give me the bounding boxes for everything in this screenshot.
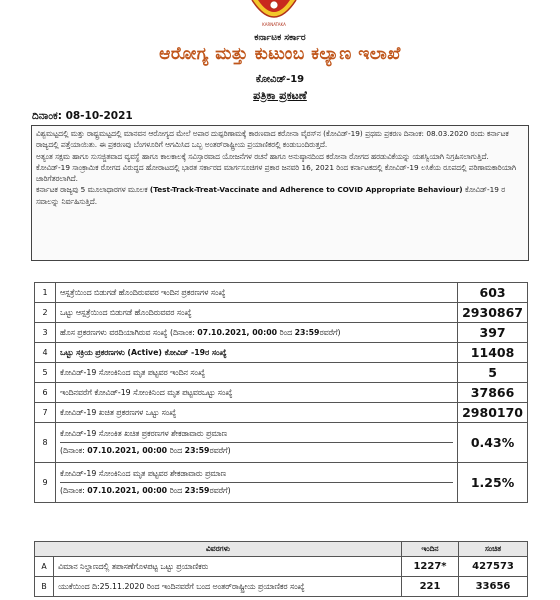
stat-description: ಕೋವಿಡ್-19 ಸೋಂಕಿನಿಂದ ಮೃತ ಪಟ್ಟವರ ಇಂದಿನ ಸಂಖ್ಯೆ xyxy=(56,363,458,383)
header-today: ಇಂದಿನ xyxy=(402,542,459,557)
stat-description: ಕೋವಿಡ್-19 ಸೋಂಕಿನಿಂದ ಮೃತ ಪಟ್ಟವರ ಶೇಕಡಾವಾರು ಪ್ರಮಾಣ (ದಿನಾಂಕ: 07.10.2021, 00:00 ರಿಂದ 23:59ರವರೆಗೆ) xyxy=(56,463,458,503)
table-row: A ವಿಮಾನ ನಿಲ್ದಾಣದಲ್ಲಿ ತಪಾಸಣೆಗೊಳಪಟ್ಟ ಒಟ್ಟು ಪ್ರಯಾಣಿಕರು 1227* 427573 xyxy=(35,557,528,577)
department-title: ಆರೋಗ್ಯ ಮತ್ತು ಕುಟುಂಬ ಕಲ್ಯಾಣ ಇಲಾಖೆ xyxy=(159,44,401,64)
stat-value: 11408 xyxy=(458,343,528,363)
header-cumulative: ಸಂಚಿತ xyxy=(459,542,528,557)
stat-description: ಒಟ್ಟು ಸಕ್ರಿಯ ಪ್ರಕರಣಗಳು (Active) ಕೋವಿಡ್ -19ರ ಸಂಖ್ಯೆ xyxy=(56,343,458,363)
travel-screening-table xyxy=(34,541,528,597)
emblem-text: KARNATAKA xyxy=(262,22,286,27)
table-row: 2 ಒಟ್ಟು ಆಸ್ಪತ್ರೆಯಿಂದ ಬಿಡುಗಡೆ ಹೊಂದಿರುವವರ ಸಂಖ್ಯೆ 2930867 xyxy=(35,303,528,323)
covid-heading: ಕೋವಿಡ್-19 xyxy=(255,74,305,85)
government-name: ಕರ್ನಾಟಕ ಸರ್ಕಾರ xyxy=(254,33,306,43)
stat-value: 2980170 xyxy=(458,403,528,423)
karnataka-emblem xyxy=(244,0,304,30)
intro-paragraph-2: ಅತ್ಯಂತ ಸಕ್ಷಮ ಹಾಗೂ ಸುಸಜ್ಜಿತವಾದ ವ್ಯವಸ್ಥೆ ಹಾಗೂ ಕಾಲಕಾಲಕ್ಕೆ ಸವಿಸ್ತಾರವಾದ ಯೋಜನೆಗಳ ರಚನೆ ಹಾಗೂ ಅನುಷ್ಠಾನದಿಂದ ಕರೋನಾ ರೋಗದ ಹರಡುವಿಕೆಯನ್ನು ಯಶಸ್ವಿಯಾಗಿ ನಿಗ್ರಹಿಸಲಾಗುತ್ತಿದೆ. xyxy=(36,151,489,161)
date-value: 08-10-2021 xyxy=(65,110,133,122)
row-cumulative: 33656 xyxy=(459,577,528,597)
stat-value: 397 xyxy=(458,323,528,343)
stat-value: 603 xyxy=(458,283,528,303)
intro-paragraph-3: ಕೋವಿಡ್-19 ಸಾಂಕ್ರಾಮಿಕ ರೋಗದ ವಿರುದ್ಧದ ಹೋರಾಟದಲ್ಲಿ ಭಾರತ ಸರ್ಕಾರದ ಮಾರ್ಗಸೂಚಿಗಳ ಪ್ರಕಾರ ಜನವರಿ 16, 2021 ರಿಂದ ಕರ್ನಾಟಕದಲ್ಲಿ ಕೋವಿಡ್-19 ಲಸಿಕೆಯ ರೂಪದಲ್ಲಿ ಪರಿಣಾಮಕಾರಿಯಾಗಿ ಜಾರಿಗೆತರಲಾಗಿದೆ. xyxy=(36,162,516,184)
stat-description: ಕೋವಿಡ್-19 ಸೋಂಕಿತ ಖಚಿತ ಪ್ರಕರಣಗಳ ಶೇಕಡಾವಾರು ಪ್ರಮಾಣ (ದಿನಾಂಕ: 07.10.2021, 00:00 ರಿಂದ 23:59ರವರೆಗೆ) xyxy=(56,423,458,463)
stat-value: 2930867 xyxy=(458,303,528,323)
press-release-heading: ಪತ್ರಿಕಾ ಪ್ರಕಟಣೆ xyxy=(253,89,307,102)
row-description: ವಿಮಾನ ನಿಲ್ದಾಣದಲ್ಲಿ ತಪಾಸಣೆಗೊಳಪಟ್ಟ ಒಟ್ಟು ಪ್ರಯಾಣಿಕರು xyxy=(54,557,402,577)
table-row: 5 ಕೋವಿಡ್-19 ಸೋಂಕಿನಿಂದ ಮೃತ ಪಟ್ಟವರ ಇಂದಿನ ಸಂಖ್ಯೆ 5 xyxy=(35,363,528,383)
stat-value: 5 xyxy=(458,363,528,383)
stat-description: ಒಟ್ಟು ಆಸ್ಪತ್ರೆಯಿಂದ ಬಿಡುಗಡೆ ಹೊಂದಿರುವವರ ಸಂಖ್ಯೆ xyxy=(56,303,458,323)
table-row: 7 ಕೋವಿಡ್-19 ಖಚಿತ ಪ್ರಕರಣಗಳ ಒಟ್ಟು ಸಂಖ್ಯೆ 2980170 xyxy=(35,403,528,423)
stat-description: ಆಸ್ಪತ್ರೆಯಿಂದ ಬಿಡುಗಡೆ ಹೊಂದಿರುವವರ ಇಂದಿನ ಪ್ರಕರಣಗಳ ಸಂಖ್ಯೆ xyxy=(56,283,458,303)
row-description: ಯುಕೆಯಿಂದ ದಿ:25.11.2020 ರಿಂದ ಇಂದಿನವರೆಗೆ ಬಂದ ಅಂತರ್‌ರಾಷ್ಟ್ರೀಯ ಪ್ರಯಾಣಿಕರ ಸಂಖ್ಯೆ xyxy=(54,577,402,597)
table-row: 9 ಕೋವಿಡ್-19 ಸೋಂಕಿನಿಂದ ಮೃತ ಪಟ್ಟವರ ಶೇಕಡಾವಾರು ಪ್ರಮಾಣ (ದಿನಾಂಕ: 07.10.2021, 00:00 ರಿಂದ 23:59ರವರೆಗೆ) 1.25% xyxy=(35,463,528,503)
header-details: ವಿವರಗಳು xyxy=(35,542,402,557)
stat-description: ಹೊಸ ಪ್ರಕರಣಗಳು ವರದಿಯಾಗಿರುವ ಸಂಖ್ಯೆ (ದಿನಾಂಕ: 07.10.2021, 00:00 ರಿಂದ 23:59ರವರೆಗೆ) xyxy=(56,323,458,343)
table-row: 3 ಹೊಸ ಪ್ರಕರಣಗಳು ವರದಿಯಾಗಿರುವ ಸಂಖ್ಯೆ (ದಿನಾಂಕ: 07.10.2021, 00:00 ರಿಂದ 23:59ರವರೆಗೆ) 397 xyxy=(35,323,528,343)
table-header-row xyxy=(35,542,528,557)
intro-box xyxy=(31,125,529,261)
covid-stats-table xyxy=(34,282,528,503)
stat-value: 0.43% xyxy=(458,423,528,463)
row-cumulative: 427573 xyxy=(459,557,528,577)
date-line xyxy=(32,110,133,123)
table-row: 1 ಆಸ್ಪತ್ರೆಯಿಂದ ಬಿಡುಗಡೆ ಹೊಂದಿರುವವರ ಇಂದಿನ ಪ್ರಕರಣಗಳ ಸಂಖ್ಯೆ 603 xyxy=(35,283,528,303)
intro-paragraph-1: ವಿಶ್ವಮಟ್ಟದಲ್ಲಿ ಮತ್ತು ರಾಷ್ಟ್ರಮಟ್ಟದಲ್ಲಿ ಮಾನವನ ಆರೋಗ್ಯದ ಮೇಲೆ ಅಪಾರ ದುಷ್ಪರಿಣಾಮಕ್ಕೆ ಕಾರಣವಾದ ಕರೋನಾ ವೈರಸ್‌ನ (ಕೋವಿಡ್-19) ಪ್ರಥಮ ಪ್ರಕರಣ ದಿನಾಂಕ: 08.03.2020 ರಂದು ಕರ್ನಾಟಕ ರಾಜ್ಯದಲ್ಲಿ ಪತ್ತೆಯಾಯಿತು. ಈ ಪ್ರಕರಣವು ಬೆಂಗಳೂರಿಗೆ ಆಗಮಿಸಿದ ಒಬ್ಬ ಅಂತರ್‌ರಾಷ್ಟ್ರೀಯ ಪ್ರಯಾಣಿಕರಲ್ಲಿ ಕಂಡುಬಂದಿರುತ್ತದೆ. xyxy=(36,129,509,150)
stat-description: ಇಂದಿನವರೆಗೆ ಕೋವಿಡ್-19 ಸೋಂಕಿನಿಂದ ಮೃತ ಪಟ್ಟವರಒಟ್ಟು ಸಂಖ್ಯೆ xyxy=(56,383,458,403)
table-row: 8 ಕೋವಿಡ್-19 ಸೋಂಕಿತ ಖಚಿತ ಪ್ರಕರಣಗಳ ಶೇಕಡಾವಾರು ಪ್ರಮಾಣ (ದಿನಾಂಕ: 07.10.2021, 00:00 ರಿಂದ 23:59ರವರೆಗೆ) 0.43% xyxy=(35,423,528,463)
stat-value: 37866 xyxy=(458,383,528,403)
intro-paragraph-4: ಕರ್ನಾಟಕ ರಾಜ್ಯವು 5 ಮೂಲಾಧಾರಗಳ ಮೂಲಕ (Test-Track-Treat-Vaccinate and Adherence to COVID Appropriate Behaviour) ಕೋವಿಡ್-19 ರ ಸವಾಲನ್ನು ನಿರ್ವಹಿಸುತ್ತಿದೆ. xyxy=(36,185,506,206)
stat-value: 1.25% xyxy=(458,463,528,503)
table-row: 6 ಇಂದಿನವರೆಗೆ ಕೋವಿಡ್-19 ಸೋಂಕಿನಿಂದ ಮೃತ ಪಟ್ಟವರಒಟ್ಟು ಸಂಖ್ಯೆ 37866 xyxy=(35,383,528,403)
row-today: 221 xyxy=(402,577,459,597)
date-label: ದಿನಾಂಕ: xyxy=(32,110,62,122)
row-today: 1227* xyxy=(402,557,459,577)
table-row: 4 ಒಟ್ಟು ಸಕ್ರಿಯ ಪ್ರಕರಣಗಳು (Active) ಕೋವಿಡ್ -19ರ ಸಂಖ್ಯೆ 11408 xyxy=(35,343,528,363)
table-row: B ಯುಕೆಯಿಂದ ದಿ:25.11.2020 ರಿಂದ ಇಂದಿನವರೆಗೆ ಬಂದ ಅಂತರ್‌ರಾಷ್ಟ್ರೀಯ ಪ್ರಯಾಣಿಕರ ಸಂಖ್ಯೆ 221 33656 xyxy=(35,577,528,597)
stat-description: ಕೋವಿಡ್-19 ಖಚಿತ ಪ್ರಕರಣಗಳ ಒಟ್ಟು ಸಂಖ್ಯೆ xyxy=(56,403,458,423)
